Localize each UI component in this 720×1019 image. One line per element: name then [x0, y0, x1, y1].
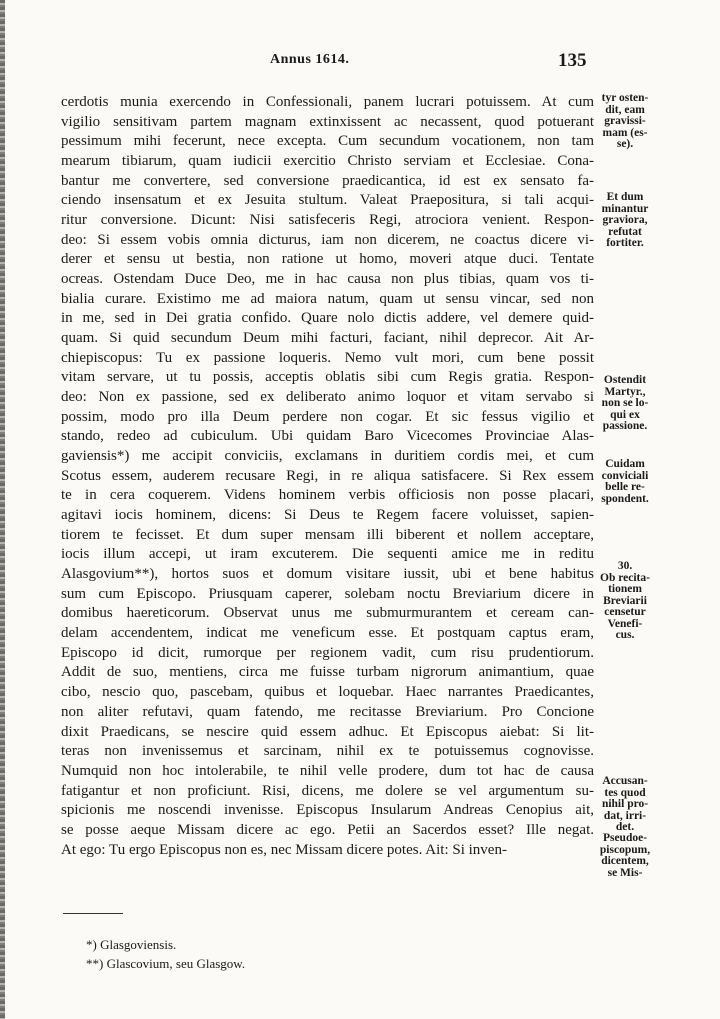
margin-note-line: Et dum [606, 191, 644, 203]
text-line: deo: Si essem vobis omnia dicturus, iam non dicerem, ne coactus dicere vi- [61, 231, 594, 248]
text-line: vigilio sensitivam partem magnam extinxissent ac necassent, quod potuerant [61, 113, 594, 130]
margin-note-line: Ostendit [603, 374, 647, 386]
text-line: Numquid non hoc intolerabile, te nihil velle prodere, dum tot hac de causa [61, 762, 594, 779]
text-line: cerdotis munia exercendo in Confessionali, panem lucrari potuissem. At cum [61, 94, 594, 110]
text-line: stando, redeo ad cubiculum. Ubi quidam Baro Vicecomes Provinciae Alas- [61, 428, 594, 445]
margin-note-line: graviora, [602, 214, 648, 226]
text-line: domibus haereticorum. Observat unus me submurmurantem et ceream can- [61, 605, 594, 622]
text-line: agitavi iocis hominem, dicens: Si Deus te Regem facere voluisset, sapien- [61, 507, 594, 524]
margin-note-line: Breviarii [603, 594, 647, 607]
margin-note-line: tyr osten- [601, 92, 649, 104]
margin-note-line: se Mis- [607, 866, 643, 879]
text-line: bantur me convertere, sed conversione praedicantica, id est ex sensato fa- [61, 172, 594, 189]
text-line: se posse aeque Missam dicere ac ego. Petii an Sacerdos esset? Ille negat. [61, 821, 594, 838]
margin-note [592, 459, 658, 505]
margin-note-line: fortiter. [606, 237, 644, 249]
margin-note-line: piscopum, [599, 843, 651, 856]
margin-note-line: spondent. [601, 492, 649, 505]
text-line: Episcopo id dicit, rumorque per regionem vadit, cum risu prudentiorum. [61, 644, 594, 661]
margin-note-line: Pseudoe- [602, 832, 648, 844]
margin-note-line: dicentem, [601, 855, 649, 867]
margin-note-line: qui ex [610, 408, 640, 421]
margin-note-line: tes quod [604, 786, 646, 799]
margin-note-line: minantur [601, 202, 649, 215]
text-line: tiorem te fecisset. Et dum super mensam illi biberent et nollem acceptare, [61, 526, 594, 543]
text-line: ocreas. Ostendam Duce Deo, me in hac causa non plus tibias, quam vos ti- [61, 271, 594, 288]
footnote: **) Glascovium, seu Glasgow. [86, 956, 246, 971]
text-line: in me, sed in Dei gratia confido. Quare nolo dictis addere, vel demere quid- [61, 310, 594, 327]
margin-note [592, 93, 658, 151]
margin-note-line: passione. [602, 420, 648, 432]
text-line: quam. Si quid secundum Deum mihi facturi, faciant, nihil deprecor. Ait Ar- [61, 330, 594, 347]
text-line: delam accendentem, indicat me veneficum esse. Et postquam captus eram, [61, 625, 594, 642]
text-line: bialia curare. Existimo me ad maiora natum, quam ut sensu vincar, sed non [61, 290, 594, 307]
binding-edge [0, 0, 5, 1019]
margin-note-line: dat, irri- [603, 809, 647, 822]
margin-note-line: Ob recita- [600, 571, 650, 584]
text-line: teras non invenissemus et sarcinam, nihil ex te potuissemus cognovisse. [61, 743, 594, 760]
footnote-rule [63, 913, 123, 914]
text-line: vitam servare, ut tu possis, acceptis oblatis sibi cum Regis gratia. Respon- [61, 369, 594, 386]
page-header [0, 50, 720, 74]
margin-note-line: gravissi- [604, 115, 646, 127]
text-line: fatigantur et non proficiunt. Risi, dicens, me dolere se vel argumentum su- [61, 782, 594, 799]
text-line: possim, modo pro illa Deum perdere non cogar. Et sic fessus vigilio et [61, 408, 594, 425]
text-line: iocis illum accepi, ut iram excuterem. Die sequenti amice me in reditu [61, 546, 594, 563]
body-text [61, 93, 594, 860]
margin-note-line: conviciali [601, 469, 649, 482]
text-line: dixit Praedicans, se nescire quid essem adhuc. Et Episcopus aiebat: Si lit- [61, 723, 594, 740]
text-line: derer et sensu ut bestia, non ratione ut homo, moveri atque duci. Tentate [61, 251, 594, 268]
margin-note-line: cus. [615, 629, 635, 641]
margin-note-line: belle re- [605, 481, 645, 493]
text-line: Addit de suo, mentiens, circa me fuisse turbam nigrorum animantium, quae [61, 664, 594, 681]
text-line: spicionis me noscendi invenisse. Episcopus Insularum Andreas Cenopius ait, [61, 802, 594, 819]
text-line: Alasgovium**), hortos suos et domum visitare iussit, ubi et bene habitus [61, 566, 594, 583]
running-head: Annus 1614. [270, 52, 350, 67]
margin-note-line: Cuidam [605, 458, 645, 470]
margin-note-line: Accusan- [602, 775, 648, 787]
margin-note-line: censetur [604, 606, 646, 618]
text-line: deo: Non ex passione, sed ex deliberato animo loquor et vitam servabo si [61, 389, 594, 406]
text-line: ritur conversione. Dicunt: Nisi satisfeceris Regi, atrociora venient. Respon- [61, 212, 594, 229]
margin-note [592, 776, 658, 834]
text-line: gaviensis*) me accipit conviciis, exclamans in duritiem cordis mei, et cum [61, 448, 594, 465]
text-line: ciendo insensatum et ex Jesuita stultum. Valeat Praepositura, si tali acqui- [61, 192, 594, 209]
margin-note-line: Martyr., [604, 385, 646, 398]
text-line: Scotus essem, auderem recusare Regi, in re aliqua satisfacere. Si Rex essem [61, 467, 594, 484]
page-number: 135 [558, 50, 587, 71]
margin-note-line: refutat [608, 225, 642, 238]
text-line: te in cera coquerem. Videns hominem verbis officiosis non posse placari, [61, 487, 594, 504]
text-line: mearum tibiarum, quam iudicii exercitio Christo serviam et Ecclesiae. Cona- [61, 153, 594, 170]
margin-note-line: 30. [617, 560, 633, 572]
text-line: chiepiscopus: Tu ex passione loqueris. Nemo vult mori, cum bene possit [61, 349, 594, 366]
text-line: At ego: Tu ergo Episcopus non es, nec Missam dicere potes. Ait: Si inven- [61, 841, 507, 858]
text-line: non aliter refutavi, quam fatendo, me recitasse Breviarium. Pro Concione [61, 703, 594, 720]
margin-note [592, 833, 658, 879]
margin-note-line: nihil pro- [601, 798, 649, 810]
margin-note [592, 561, 658, 642]
margin-note-line: tionem [608, 583, 642, 595]
margin-note [592, 192, 658, 250]
margin-note-line: det. [615, 821, 635, 833]
margin-note [592, 375, 658, 433]
margin-note-line: mam (es- [602, 126, 648, 139]
footnote: *) Glasgoviensis. [86, 937, 177, 952]
footnotes [86, 935, 245, 973]
text-line: pessimum mihi fecerunt, nece excepta. Cum secundum vocationem, non tam [61, 133, 594, 150]
text-line: cibo, nescio quo, pascebam, quibus et loquebar. Haec narrantes Praedicantes, [61, 684, 594, 701]
margin-note-line: non se lo- [601, 397, 649, 409]
margin-note-line: Venefi- [607, 617, 643, 630]
text-line: sum cum Episcopo. Priusquam caperer, solebam noctu Breviarium dicere in [61, 585, 594, 602]
margin-note-line: dit, eam [605, 103, 645, 116]
margin-note-line: se). [616, 138, 634, 150]
